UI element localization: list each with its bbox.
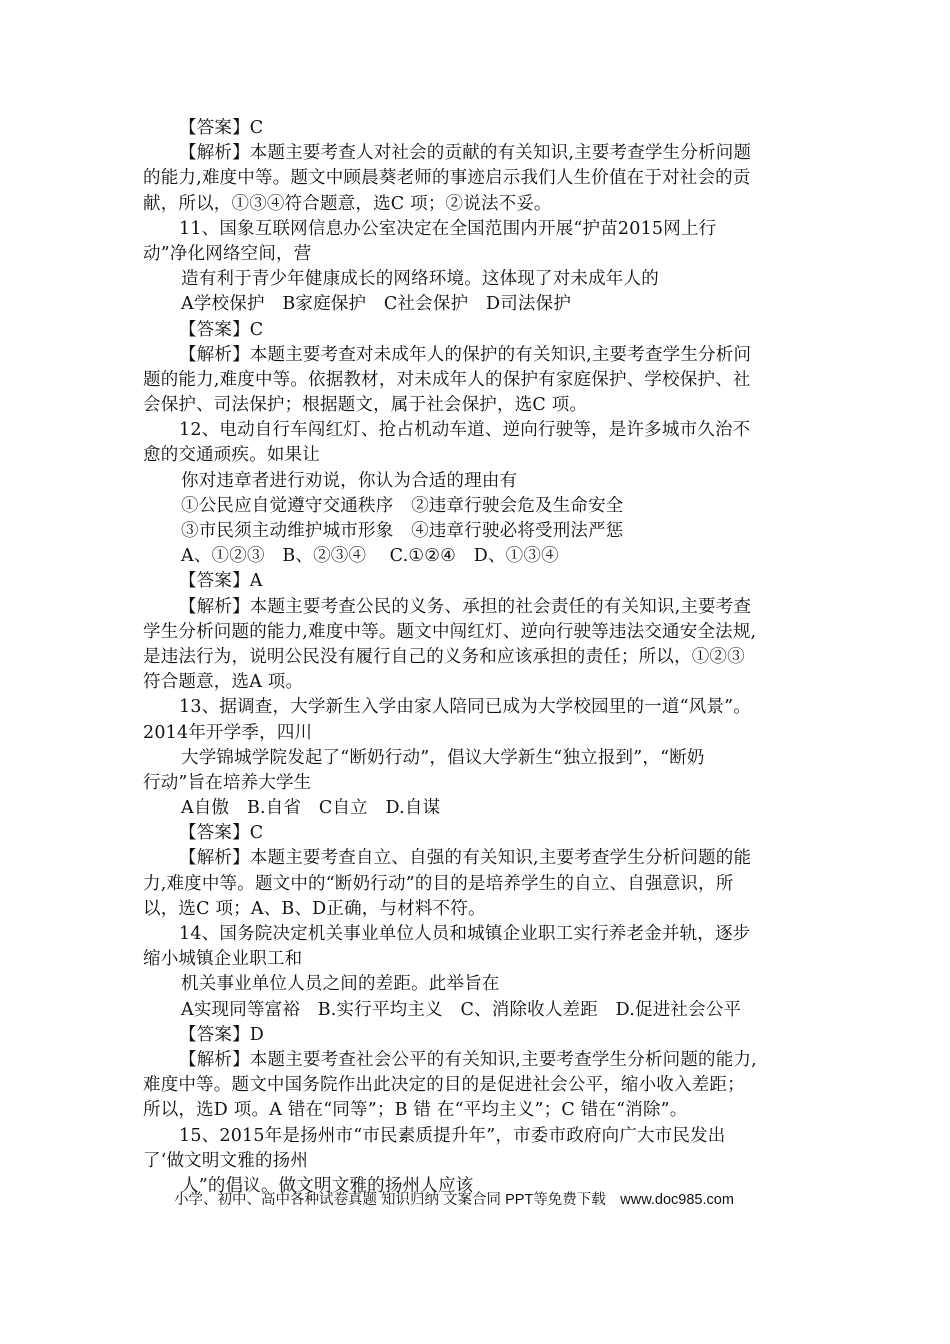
text-line: 14、国务院决定机关事业单位人员和城镇企业职工实行养老金并轨，逐步: [179, 924, 751, 944]
text-line: 动”净化网络空间，营: [143, 243, 312, 264]
text-line: 以，选C 项；A、B、D正确，与材料不符。: [143, 898, 486, 919]
text-line: 【答案】A: [179, 571, 263, 592]
text-line: ③市民须主动维护城市形象 ④违章行驶必将受刑法严惩: [181, 521, 624, 541]
text-line: 【答案】C: [179, 823, 264, 844]
text-line: A自傲 B.自省 C自立 D.自谋: [181, 798, 441, 819]
text-line: 【解析】本题主要考查对未成年人的保护的有关知识,主要考查学生分析问: [179, 344, 752, 365]
text-line: 15、2015年是扬州市“市民素质提升年”，市委市政府向广大市民发出: [179, 1125, 726, 1146]
text-line: 【解析】本题主要考查社会公平的有关知识,主要考查学生分析问题的能力,: [179, 1049, 757, 1070]
text-line: 学生分析问题的能力,难度中等。题文中闯红灯、逆向行驶等违法交通安全法规,: [143, 621, 757, 642]
text-line: 献，所以，①③④符合题意，选C 项；②说法不妥。: [143, 193, 552, 214]
text-line: 所以，选D 项。A 错在“同等”；B 错 在“平均主义”；C 错在“消除”。: [143, 1100, 688, 1121]
text-line: 力,难度中等。题文中的“断奶行动”的目的是培养学生的自立、自强意识，所: [143, 873, 734, 894]
text-line: 人”的倡议。做文明文雅的扬州人应该: [181, 1175, 474, 1196]
text-line: 难度中等。题文中国务院作出此决定的目的是促进社会公平，缩小收入差距；: [143, 1075, 745, 1096]
text-line: 13、据调查，大学新生入学由家人陪同已成为大学校园里的一道“风景”。: [179, 697, 751, 718]
text-line: A实现同等富裕 B.实行平均主义 C、消除收人差距 D.促进社会公平: [181, 999, 742, 1020]
text-line: 【解析】本题主要考查公民的义务、承担的社会责任的有关知识,主要考查: [179, 596, 752, 617]
text-line: 大学锦城学院发起了“断奶行动”，倡议大学新生“独立报到”，“断奶: [181, 747, 705, 768]
text-line: 缩小城镇企业职工和: [143, 949, 303, 970]
text-line: 行动”旨在培养大学生: [143, 772, 312, 793]
text-line: 会保护、司法保护；根据题文，属于社会保护，选C 项。: [143, 395, 588, 416]
text-line: 了‘做文明文雅的扬州: [143, 1150, 309, 1171]
text-line: 题的能力,难度中等。依据教材，对未成年人的保护有家庭保护、学校保护、社: [143, 369, 751, 390]
page-footer: 小学、初中、高中各种试卷真题 知识归纳 文案合同 PPT等免费下载 www.doc985.com: [174, 1192, 734, 1208]
text-line: 【解析】本题主要考查人对社会的贡献的有关知识,主要考查学生分析问题: [179, 143, 752, 164]
text-line: A、①②③ B、②③④ C.①②④ D、①③④: [181, 546, 559, 567]
text-line: 机关事业单位人员之间的差距。此举旨在: [181, 974, 500, 995]
text-line: 符合题意，选A 项。: [143, 672, 304, 693]
text-line: 【答案】C: [179, 319, 264, 340]
text-line: 造有利于青少年健康成长的网络环境。这体现了对未成年人的: [181, 269, 659, 290]
text-line: 11、国象互联网信息办公室决定在全国范围内开展“护苗2015网上行: [179, 218, 717, 239]
text-line: 【答案】D: [179, 1024, 265, 1045]
text-line: 【解析】本题主要考查自立、自强的有关知识,主要考查学生分析问题的能: [179, 848, 752, 869]
text-line: A学校保护 B家庭保护 C社会保护 D司法保护: [181, 294, 572, 315]
text-line: 12、电动自行车闯红灯、抢占机动车道、逆向行驶等，是许多城市久治不: [179, 420, 751, 441]
text-line: 是违法行为，说明公民没有履行自己的义务和应该承担的责任；所以，①②③: [143, 646, 745, 667]
text-line: 【答案】C: [179, 118, 264, 138]
text-line: 愈的交通顽疾。如果让: [143, 445, 320, 466]
text-line: 2014年开学季，四川: [143, 722, 313, 743]
text-line: 的能力,难度中等。题文中顾晨葵老师的事迹启示我们人生价值在于对社会的贡: [143, 168, 751, 189]
text-line: 你对违章者进行劝说，你认为合适的理由有: [181, 470, 518, 491]
text-line: ①公民应自觉遵守交通秩序 ②违章行驶会危及生命安全: [181, 495, 624, 516]
document-body: [143, 116, 815, 1199]
